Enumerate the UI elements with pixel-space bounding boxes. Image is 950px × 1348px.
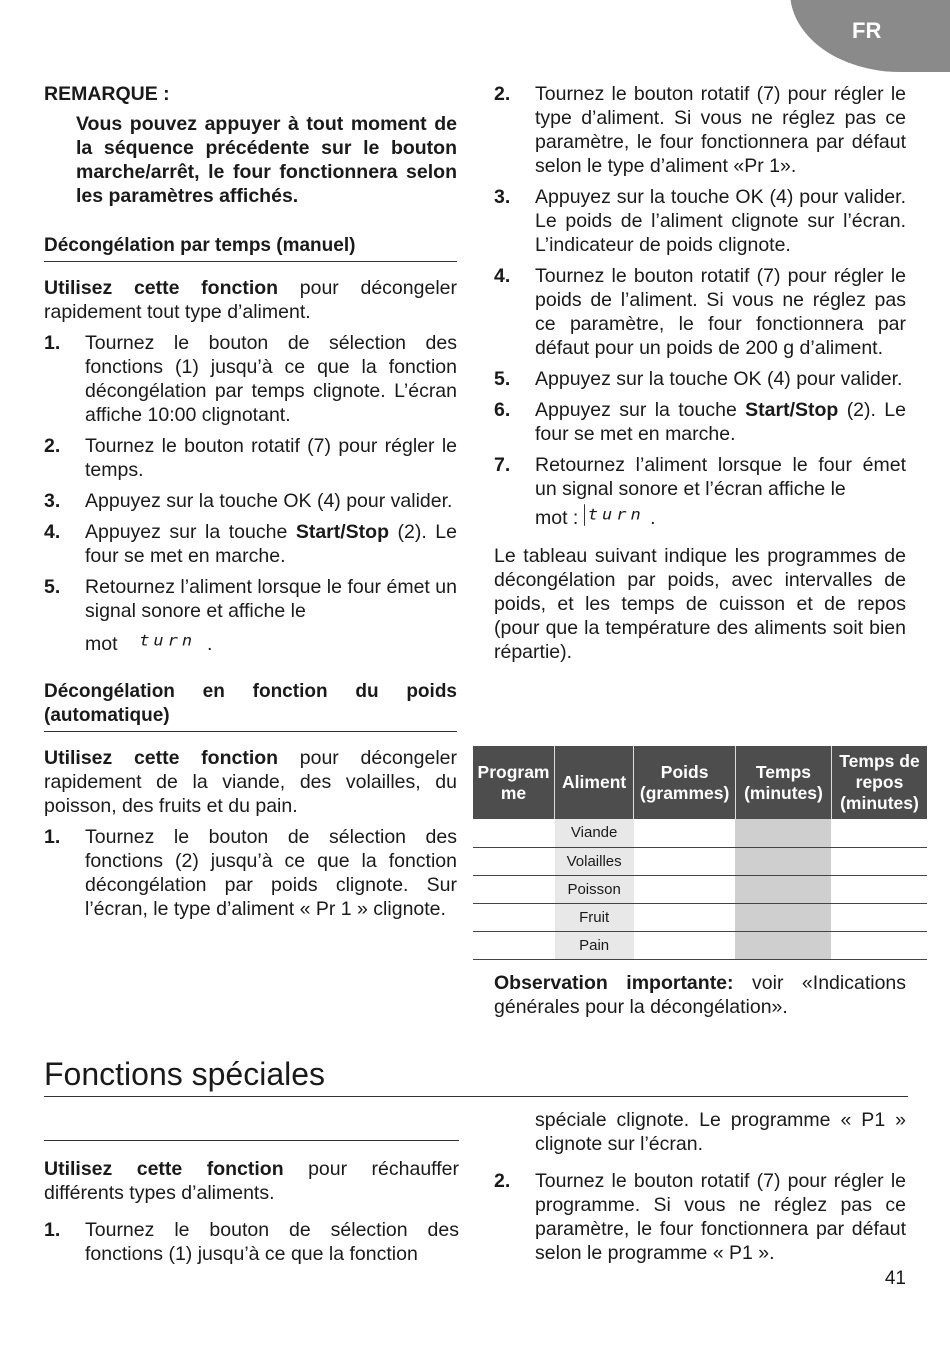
table-header-row (473, 746, 927, 819)
important-note (494, 971, 906, 1019)
step-text: Tournez le bouton de sélection des fonctions (1) jusqu’à ce que la fonction (85, 1219, 459, 1265)
step-number: 3. (44, 490, 61, 512)
step-number: 4. (494, 265, 511, 287)
table-row (473, 819, 927, 847)
step-text: Tournez le bouton rotatif (7) pour régler le type d’aliment. Si vous ne réglez pas ce paramètre, le four fonctionnera par défaut selon le type d’aliment «Pr 1». (535, 83, 906, 177)
remark-label: REMARQUE : (44, 83, 170, 105)
food-cell: Fruit (555, 903, 634, 931)
special-intro-rest: pour réchauffer différents types d’aliments. (44, 1158, 459, 1204)
language-code: FR (852, 18, 882, 43)
remark-text: Vous pouvez appuyer à tout moment de la séquence précédente sur le bouton marche/arrêt, le four fonctionnera selon les paramètres affichés. (76, 113, 457, 207)
list-item (494, 453, 906, 530)
step-number: 6. (494, 399, 511, 421)
manual-steps (44, 331, 457, 656)
food-cell: Volailles (555, 847, 634, 875)
step-number: 7. (494, 454, 511, 476)
step-text: Appuyez sur la touche OK (4) pour valider. Le poids de l’aliment clignote sur l’écran. L’indicateur de poids clignote. (535, 186, 906, 256)
step-number: 1. (44, 826, 61, 848)
step-word: mot (85, 633, 118, 655)
turn-display-icon: turn (584, 504, 645, 526)
step-text: Retournez l’aliment lorsque le four émet un signal sonore et affiche le (85, 576, 457, 622)
step-end: . (206, 633, 213, 655)
list-item (44, 825, 457, 921)
list-item (44, 331, 457, 427)
list-item (494, 398, 906, 446)
table-row (473, 903, 927, 931)
auto-intro (44, 746, 457, 818)
step-text: Tournez le bouton rotatif (7) pour régler le temps. (85, 435, 457, 481)
special-intro-bold: Utilisez cette fonction (44, 1158, 284, 1180)
step-text: Tournez le bouton rotatif (7) pour régler le poids de l’aliment. Si vous ne réglez pas ce paramètre, le four fonctionnera par défaut pour un poids de 200 g d’aliment. (535, 265, 906, 359)
step-post: (2). Le four se met en marche. (85, 521, 457, 567)
special-right (494, 1108, 906, 1265)
step-text: Tournez le bouton de sélection des fonctions (2) jusqu’à ce que la fonction décongélation par poids clignote. Sur l’écran, le type d’aliment « Pr 1 » clignote. (85, 826, 457, 920)
list-item (494, 185, 906, 257)
auto-steps-right (494, 82, 906, 530)
manual-intro-bold: Utilisez cette fonction (44, 277, 279, 299)
step-number: 2. (494, 83, 511, 105)
header-rest: Temps de repos (minutes) (839, 751, 920, 813)
header-weight: Poids (grammes) (634, 746, 736, 819)
food-cell: Pain (555, 931, 634, 959)
note-bold: Observation importante: (494, 972, 734, 994)
step-number: 3. (494, 186, 511, 208)
header-time: Temps (minutes) (735, 746, 831, 819)
step-word: mot : (535, 507, 579, 529)
list-item (494, 82, 906, 178)
auto-intro-bold: Utilisez cette fonction (44, 747, 279, 769)
step-post: (2). Le four se met en marche. (535, 399, 906, 445)
food-cell: Viande (555, 819, 634, 847)
page-number: 41 (884, 1268, 906, 1289)
step-number: 4. (44, 521, 61, 543)
special-step1-continued: spéciale clignote. Le programme « P1 » clignote sur l’écran. (535, 1109, 906, 1155)
special-intro (44, 1157, 459, 1205)
food-cell: Poisson (555, 875, 634, 903)
table-row (473, 847, 927, 875)
step-text: Appuyez sur la touche OK (4) pour valider. (85, 490, 453, 512)
step-bold: Start/Stop (745, 399, 839, 421)
step-bold: Start/Stop (295, 521, 389, 543)
header-food: Aliment (555, 746, 634, 819)
step-number: 5. (44, 576, 61, 598)
step-text: Tournez le bouton de sélection des fonctions (1) jusqu’à ce que la fonction décongélation par temps clignote. L’écran affiche 10:00 clignotant. (85, 332, 457, 426)
step-number: 5. (494, 368, 511, 390)
turn-display-icon: turn (139, 632, 197, 650)
list-item (494, 1169, 906, 1265)
list-item (494, 367, 906, 391)
step-number: 1. (44, 332, 61, 354)
special-steps-left (44, 1218, 459, 1266)
step-pre: Appuyez sur la touche (535, 399, 746, 421)
left-column (44, 82, 457, 921)
list-item (44, 1218, 459, 1266)
list-item (44, 489, 457, 513)
section-title: Fonctions spéciales (44, 1054, 908, 1097)
step-text: Appuyez sur la touche OK (4) pour valider. (535, 368, 903, 390)
auto-steps-left (44, 825, 457, 921)
table-row (473, 875, 927, 903)
manual-intro (44, 276, 457, 324)
list-item (494, 264, 906, 360)
step-text: Tournez le bouton rotatif (7) pour régler le programme. Si vous ne réglez pas ce paramètre, le four fonctionnera par défaut selon le programme « P1 ». (535, 1170, 906, 1264)
step-pre: Appuyez sur la touche (85, 521, 296, 543)
language-tab (790, 0, 950, 72)
table-intro: Le tableau suivant indique les programmes de décongélation par poids, avec intervalles de poids, et les temps de cuisson et de repos (pour que la température des aliments soit bien répartie). (494, 545, 906, 663)
special-steps-right (494, 1169, 906, 1265)
table-row (473, 931, 927, 959)
defrost-table (473, 746, 927, 960)
special-left (44, 1140, 459, 1266)
list-item (44, 434, 457, 482)
manual-heading: Décongélation par temps (manuel) (44, 234, 457, 262)
list-item (44, 575, 457, 656)
step-text: Retournez l’aliment lorsque le four émet un signal sonore et l’écran affiche le (535, 454, 906, 500)
step-end: . (650, 507, 656, 529)
list-item (44, 520, 457, 568)
auto-heading: Décongélation en fonction du poids (automatique) (44, 680, 457, 732)
note-rest: voir «Indications générales pour la décongélation». (494, 972, 907, 1018)
auto-intro-rest: pour décongeler rapidement de la viande, des volailles, du poisson, des fruits et du pain. (44, 747, 457, 817)
right-column (494, 82, 906, 664)
header-program: Program me (473, 746, 555, 819)
step-number: 2. (44, 435, 61, 457)
manual-intro-rest: pour décongeler rapidement tout type d’aliment. (44, 277, 457, 323)
step-number: 2. (494, 1170, 511, 1192)
step-number: 1. (44, 1219, 61, 1241)
